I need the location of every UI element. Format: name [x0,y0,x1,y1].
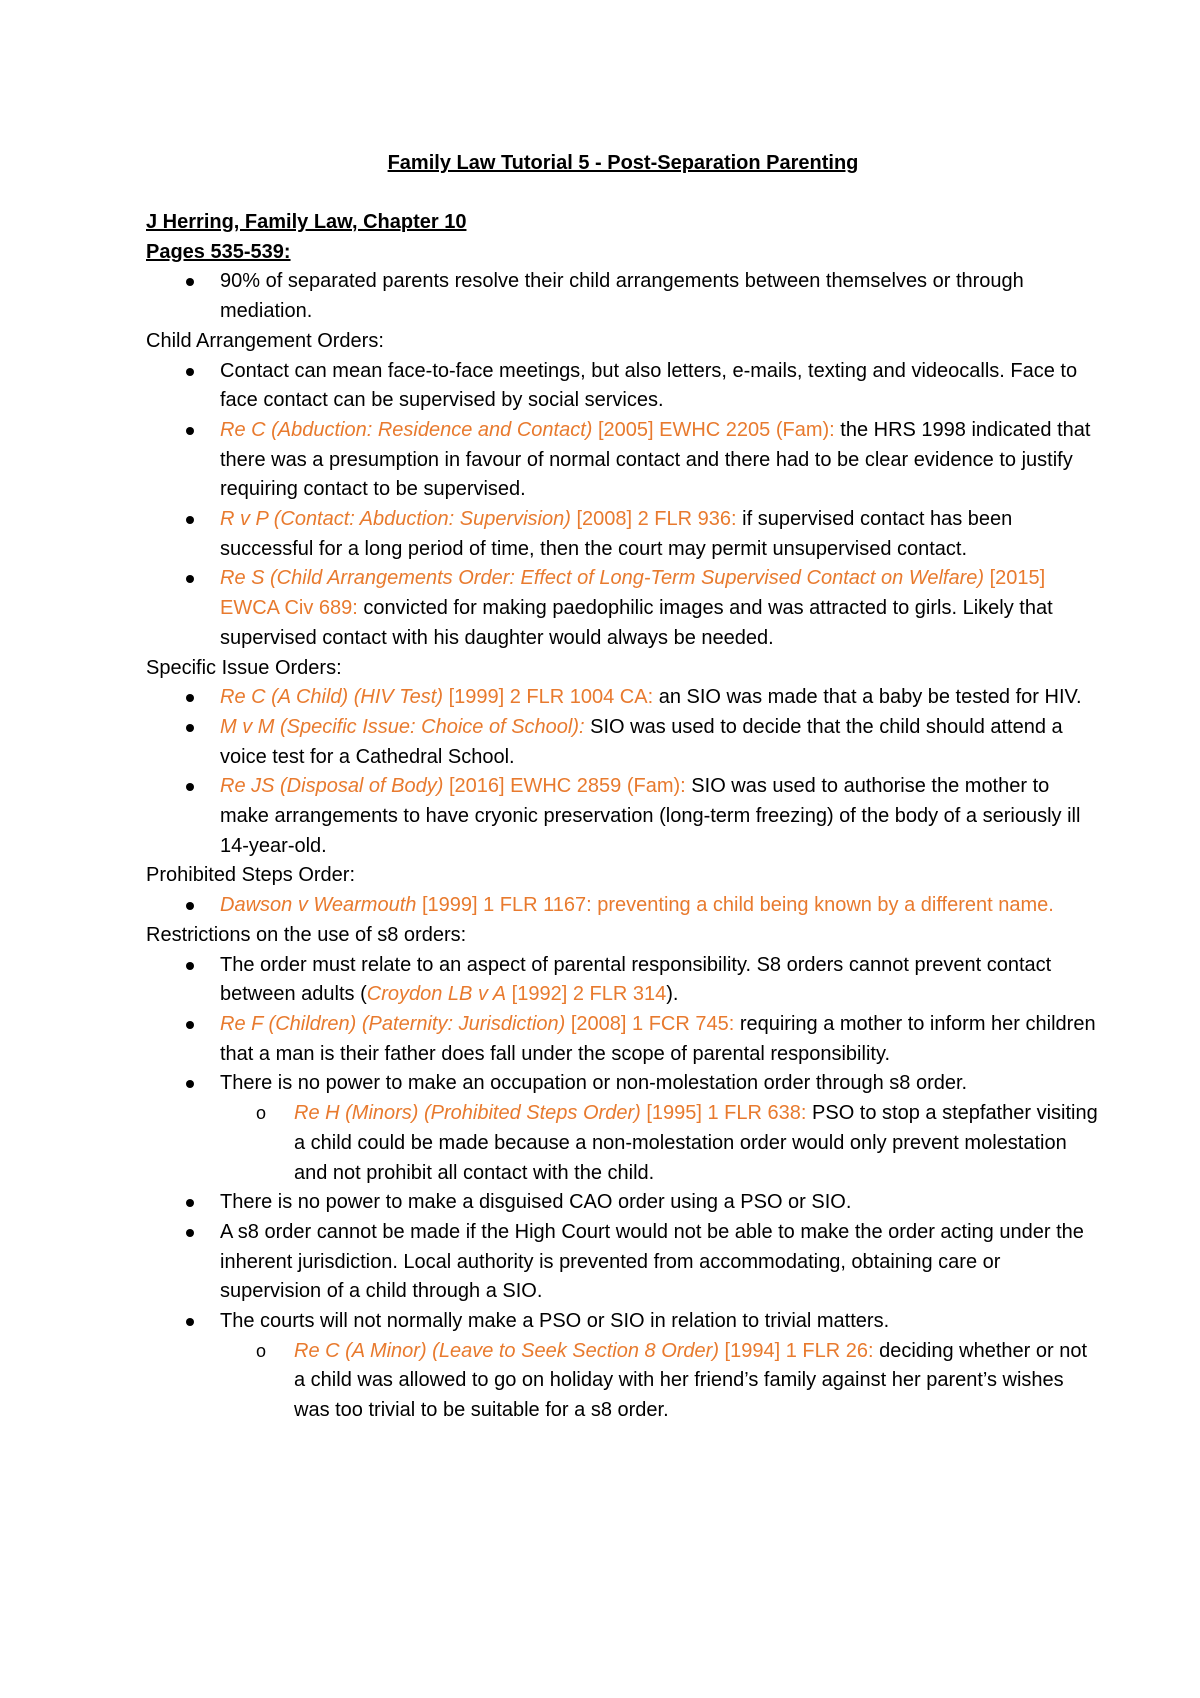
section-heading-pso: Prohibited Steps Order: [146,864,355,887]
list-item: Re F (Children) (Paternity: Jurisdiction) [2008] 1 FCR 745: requiring a mother to inform her children that a man is their father does fall under the scope of parental responsibility. [146,1010,1100,1069]
sub-list [146,1337,1100,1426]
list-item: The order must relate to an aspect of parental responsibility. S8 orders cannot prevent contact between adults (Croydon LB v A [1992] 2 FLR 314). [146,951,1100,1010]
sub-list-item: o Re C (A Minor) (Leave to Seek Section 8 Order) [1994] 1 FLR 26: deciding whether or not a child was allowed to go on holiday with her friend’s family against her parent’s wishes was too trivial to be suitable for a s8 order. [146,1337,1100,1426]
bullet-icon [186,783,194,791]
bullet-icon [186,516,194,524]
case-name: Re C (A Child) (HIV Test) [220,686,444,709]
list-item: Re JS (Disposal of Body) [2016] EWHC 2859 (Fam): SIO was used to authorise the mother to make arrangements to have cryonic preservation (long-term freezing) of the body of a seriously ill 14-year-old. [146,772,1100,861]
case-name: Croydon LB v A [366,983,507,1006]
restrictions-list [146,951,1100,1426]
section-heading-cao: Child Arrangement Orders: [146,329,384,352]
circle-bullet-icon: o [256,1103,267,1124]
list-item: There is no power to make an occupation or non-molestation order through s8 order. o Re H (Minors) (Prohibited Steps Order) [1995] 1 FLR 638: PSO to stop a stepfather visiting a child could be made because a non-molestation order would only prevent molestation and not prohibit all contact with the child. [146,1069,1100,1188]
case-citation: [2016] EWHC 2859 (Fam): [443,775,686,798]
list-item: Re C (A Child) (HIV Test) [1999] 2 FLR 1004 CA: an SIO was made that a baby be tested for HIV. [146,683,1100,713]
case-citation: [1999] 2 FLR 1004 CA: [443,686,654,709]
list-item: Re S (Child Arrangements Order: Effect of Long-Term Supervised Contact on Welfare) [2015] EWCA Civ 689: convicted for making paedophilic images and was attracted to girls. Likely that supervised contact with his daughter would always be needed. [146,564,1100,653]
source-reference: J Herring, Family Law, Chapter 10 [146,211,467,233]
list-item: The courts will not normally make a PSO or SIO in relation to trivial matters. o Re C (A Minor) (Leave to Seek Section 8 Order) [1994] 1 FLR 26: deciding whether or not a child was allowed to go on holiday with her friend’s family against her parent’s wishes was too trivial to be suitable for a s8 order. [146,1307,1100,1426]
section-heading-sio: Specific Issue Orders: [146,656,342,679]
pages-reference: Pages 535-539: [146,240,291,263]
case-citation: [1999] 1 FLR 1167: preventing a child being known by a different name. [416,894,1054,917]
bullet-icon [186,427,194,435]
bullet-icon [186,1080,194,1088]
case-citation: [2008] 2 FLR 936: [570,508,737,531]
case-name: Re H (Minors) (Prohibited Steps Order) [294,1102,641,1125]
intro-list [146,267,1100,326]
bullet-icon [186,1229,194,1237]
bullet-icon [186,724,194,732]
pso-list [146,891,1100,921]
cao-list [146,357,1100,654]
case-citation: [2008] 1 FCR 745: [565,1012,735,1035]
case-name: R v P (Contact: Abduction: Supervision) [220,508,571,531]
list-item: There is no power to make a disguised CAO order using a PSO or SIO. [146,1188,1100,1218]
case-name: Re JS (Disposal of Body) [220,775,444,798]
case-name: Re C (A Minor) (Leave to Seek Section 8 Order) [294,1339,719,1362]
bullet-icon [186,368,194,376]
case-name: M v M (Specific Issue: Choice of School): [220,715,585,738]
list-item: Contact can mean face-to-face meetings, but also letters, e-mails, texting and videocalls. Face to face contact can be supervised by social services. [146,357,1100,416]
list-item: Re C (Abduction: Residence and Contact) [2005] EWHC 2205 (Fam): the HRS 1998 indicated that there was a presumption in favour of normal contact and there had to be clear evidence to justify requiring contact to be supervised. [146,416,1100,505]
bullet-icon [186,1318,194,1326]
list-item: R v P (Contact: Abduction: Supervision) [2008] 2 FLR 936: if supervised contact has been successful for a long period of time, then the court may permit unsupervised contact. [146,505,1100,564]
bullet-icon [186,1199,194,1207]
case-name: Dawson v Wearmouth [220,894,417,917]
list-item [146,891,1100,921]
case-name: Re F (Children) (Paternity: Jurisdiction) [220,1012,566,1035]
circle-bullet-icon: o [256,1340,267,1361]
case-name: Re C (Abduction: Residence and Contact) [220,418,593,441]
bullet-icon [186,694,194,702]
list-item: M v M (Specific Issue: Choice of School): SIO was used to decide that the child should attend a voice test for a Cathedral School. [146,713,1100,772]
bullet-icon [186,902,194,910]
list-item: 90% of separated parents resolve their child arrangements between themselves or through mediation. [146,267,1100,326]
case-citation: [1992] 2 FLR 314 [506,983,667,1006]
sub-list-item: o Re H (Minors) (Prohibited Steps Order) [1995] 1 FLR 638: PSO to stop a stepfather visiting a child could be made because a non-molestation order would only prevent molestation and not prohibit all contact with the child. [146,1099,1100,1188]
case-citation: [2015] EWCA Civ 689: [220,567,1046,620]
case-citation: [2005] EWHC 2205 (Fam): [592,418,835,441]
sio-list [146,683,1100,861]
bullet-icon [186,1021,194,1029]
bullet-icon [186,962,194,970]
document-title: Family Law Tutorial 5 - Post-Separation Parenting [387,152,859,174]
sub-list [146,1099,1100,1188]
case-citation: [1994] 1 FLR 26: [718,1339,874,1362]
section-heading-restrictions: Restrictions on the use of s8 orders: [146,923,467,946]
list-item: A s8 order cannot be made if the High Court would not be able to make the order acting under the inherent jurisdiction. Local authority is prevented from accommodating, obtaining care or supervision of a child through a SIO. [146,1218,1100,1307]
case-name: Re S (Child Arrangements Order: Effect of Long-Term Supervised Contact on Welfare) [220,567,985,590]
bullet-icon [186,278,194,286]
case-citation: [1995] 1 FLR 638: [640,1102,807,1125]
bullet-icon [186,575,194,583]
